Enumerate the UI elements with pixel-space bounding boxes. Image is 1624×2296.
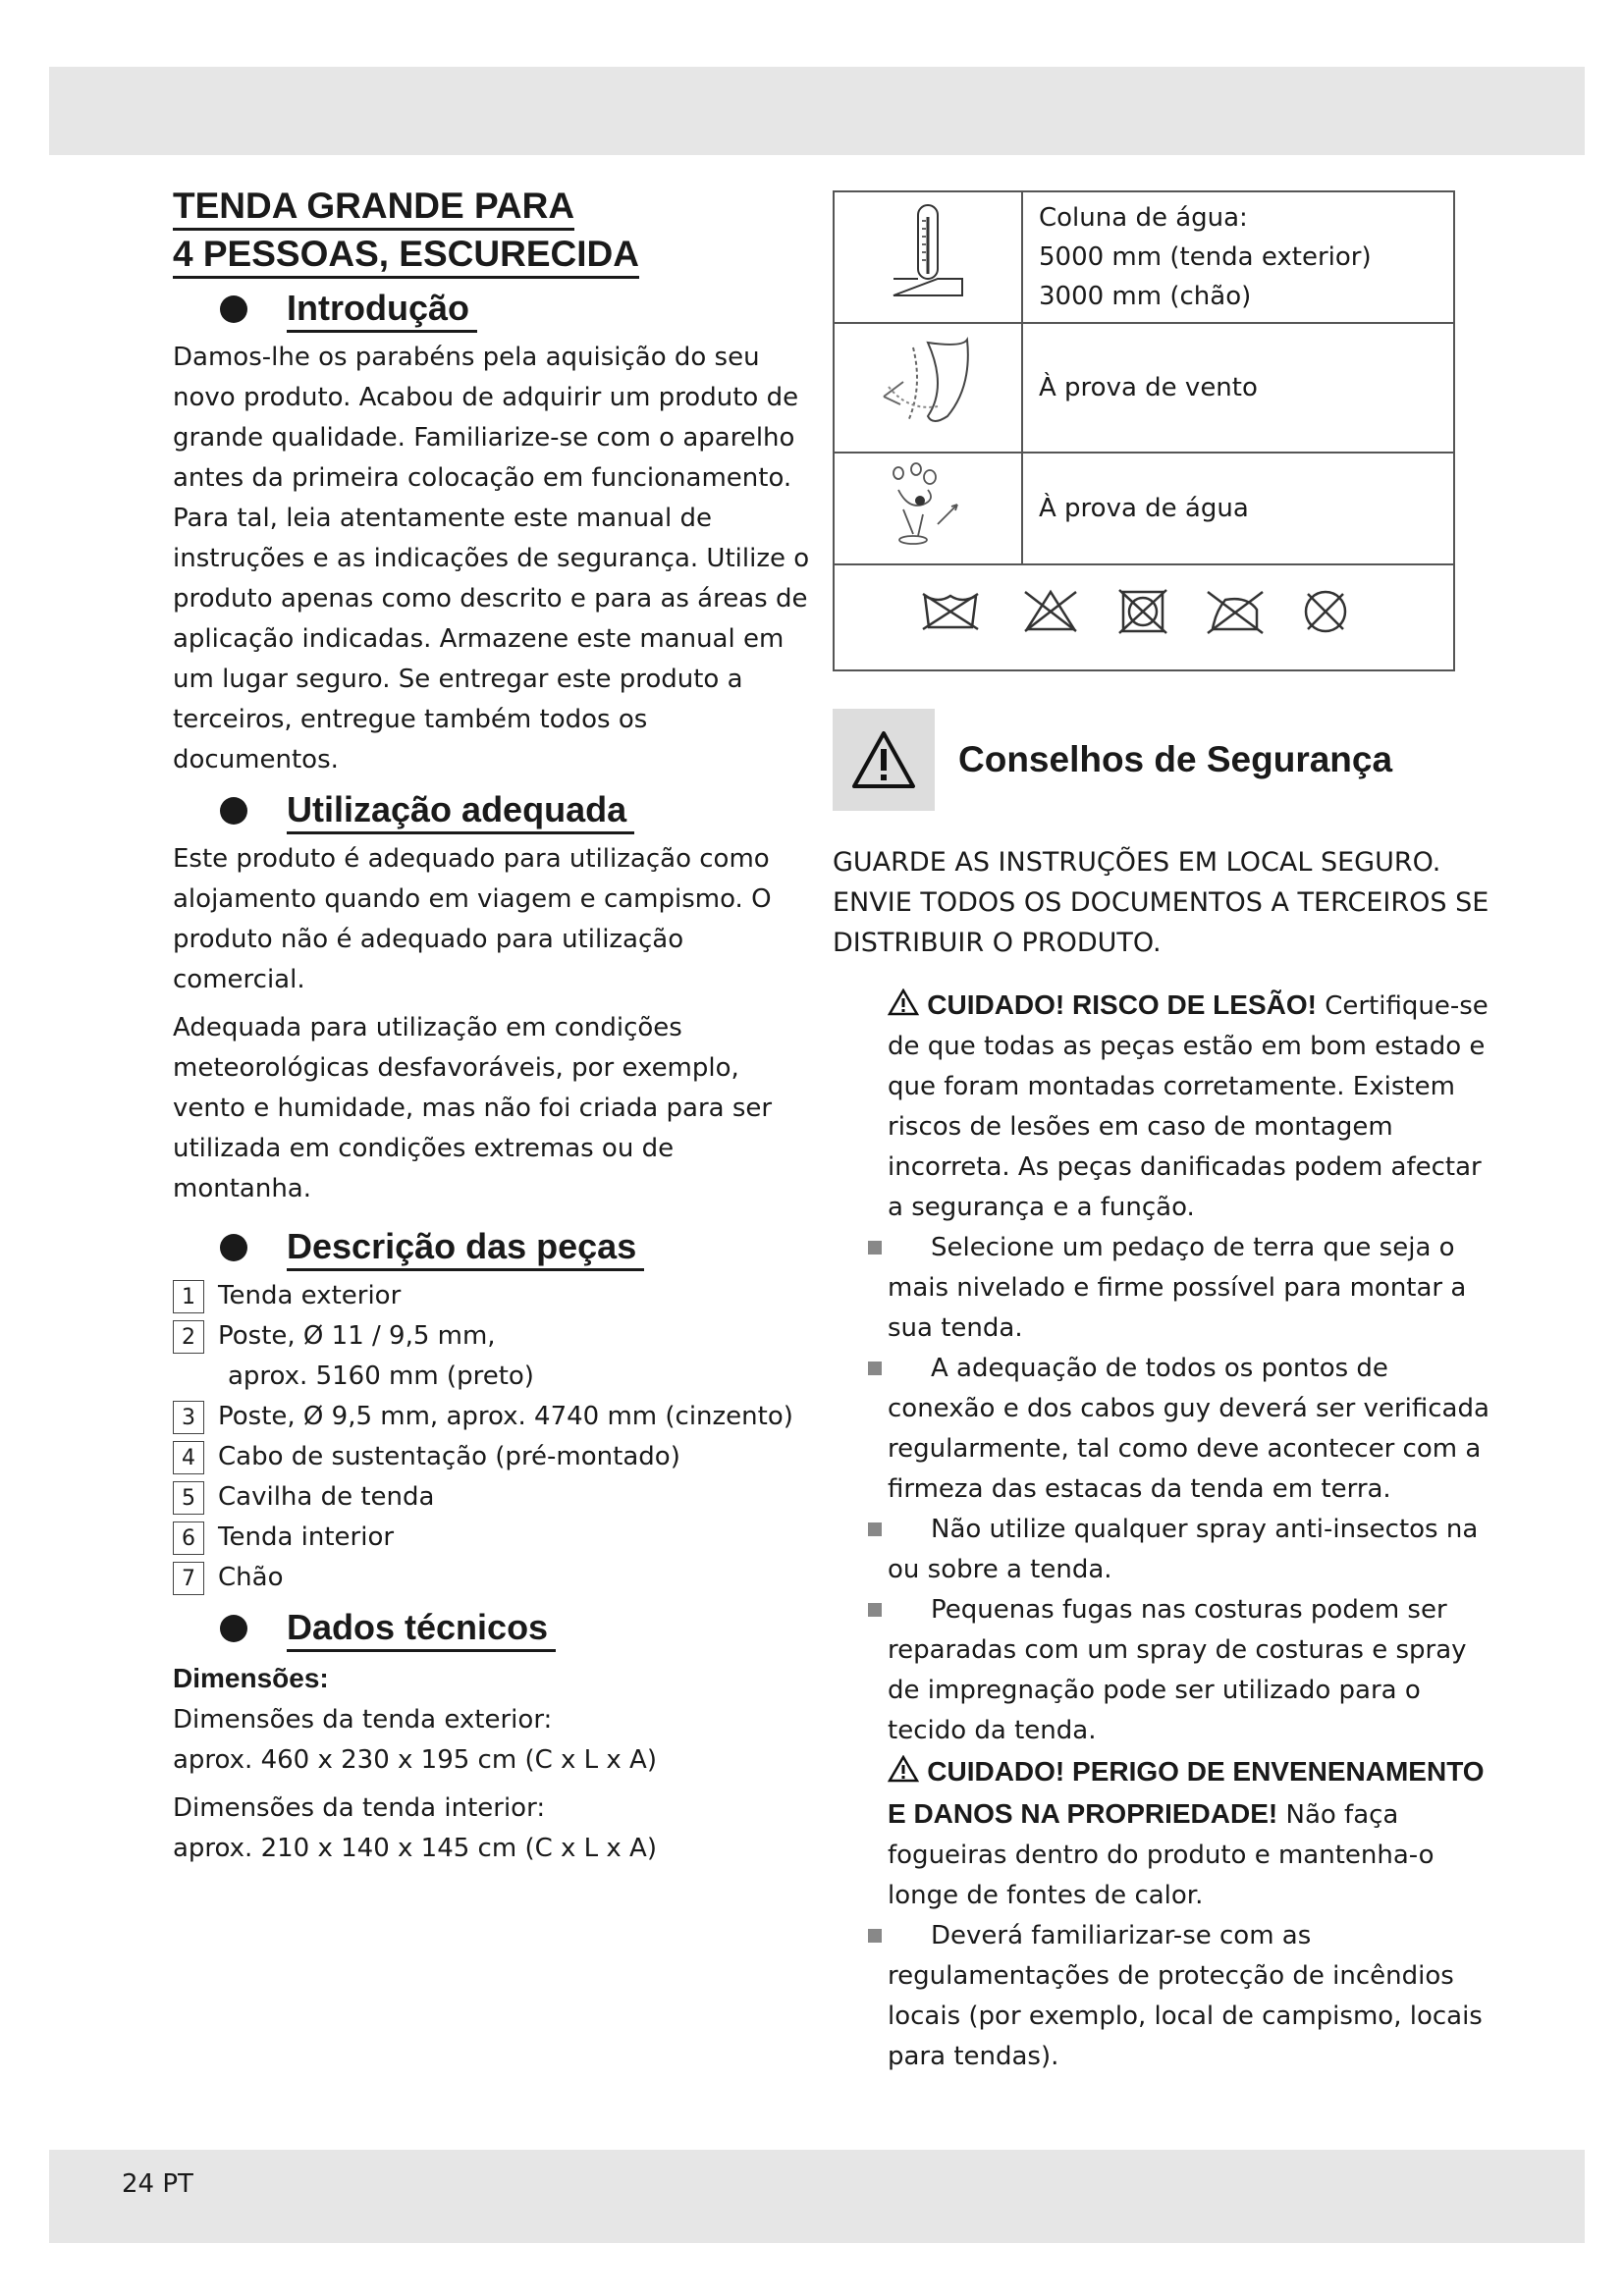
spec-table	[833, 190, 1455, 671]
list-item: 1 Tenda exterior	[173, 1276, 811, 1316]
intro-text: Damos-lhe os parabéns pela aquisição do seu novo produto. Acabou de adquirir um produto de grande qualidade. Familiarize-se com o aparelho antes da primeira colocação em funcionamento. Para tal, leia atentamente este manual de instruções e as indicações de segurança. Utilize o produto apenas como descrito e para as áreas de aplicação indicadas. Armazene este manual em um lugar seguro. Se entregar este produto a terceiros, entregue também todos os documentos.	[173, 343, 810, 774]
safety-caps-text: GUARDE AS INSTRUÇÕES EM LOCAL SEGURO. ENVIE TODOS OS DOCUMENTOS A TERCEIROS SE DISTRIBUIR O PRODUTO.	[833, 847, 1489, 958]
inner-dim-label: Dimensões da tenda interior:	[173, 1793, 546, 1823]
bullet-icon	[220, 1234, 247, 1261]
list-item: 4 Cabo de sustentação (pré-montado)	[173, 1437, 811, 1477]
list-item: Selecione um pedaço de terra que seja o mais nivelado e firme possível para montar a sua tenda.	[888, 1228, 1496, 1349]
page-number: 24 PT	[122, 2169, 193, 2199]
water-column-cell: Coluna de água: 5000 mm (tenda exterior) 3000 mm (chão)	[1022, 191, 1454, 323]
warning-injury: CUIDADO! RISCO DE LESÃO! Certifique-se de que todas as peças estão em bom estado e que foram montadas corretamente. Existem riscos de lesões em caso de montagem incorreta. As peças danificadas podem afectar a segurança e a função.	[888, 989, 1489, 1222]
right-column	[833, 190, 1500, 2077]
warning-poisoning: CUIDADO! PERIGO DE ENVENENAMENTO E DANOS NA PROPRIEDADE! Não faça fogueiras dentro do produto e mantenha-o longe de fontes de calor.	[888, 1756, 1485, 1910]
square-bullet-icon	[868, 1362, 882, 1375]
parts-list	[173, 1276, 811, 1598]
thermometer-icon	[834, 191, 1022, 323]
list-item: Pequenas fugas nas costuras podem ser reparadas com um spray de costuras e spray de impregnação pode ser utilizado para o tecido da tenda.	[888, 1590, 1496, 1751]
care-symbols-icon	[913, 582, 1375, 641]
parts-heading: Descrição das peças	[220, 1219, 811, 1276]
footer-band	[49, 2150, 1585, 2243]
warning-icon	[888, 988, 919, 1016]
water-drops-icon	[834, 453, 1022, 564]
windproof-cell: À prova de vento	[1022, 323, 1454, 453]
safety-heading: Conselhos de Segurança	[833, 709, 1500, 811]
table-row	[834, 323, 1454, 453]
square-bullet-icon	[868, 1522, 882, 1536]
usage-heading: Utilização adequada	[220, 782, 811, 839]
intro-heading: Introdução	[220, 281, 811, 338]
safety-list	[888, 985, 1496, 2077]
list-item: Deverá familiarizar-se com as regulamentações de protecção de incêndios locais (por exemplo, local de campismo, locais para tendas).	[888, 1916, 1496, 2077]
list-item: 7 Chão	[173, 1558, 811, 1598]
page-title: TENDA GRANDE PARA 4 PESSOAS, ESCURECIDA	[173, 183, 811, 279]
list-item: A adequação de todos os pontos de conexão e dos cabos guy deverá ser verificada regularmente, tal como deve acontecer com a firmeza das estacas da tenda em terra.	[888, 1349, 1496, 1510]
outer-dim-value: aprox. 460 x 230 x 195 cm (C x L x A)	[173, 1745, 657, 1775]
list-item: Não utilize qualquer spray anti-insectos na ou sobre a tenda.	[888, 1510, 1496, 1590]
outer-dim-label: Dimensões da tenda exterior:	[173, 1705, 553, 1735]
tech-heading: Dados técnicos	[220, 1600, 811, 1657]
care-symbols-cell	[834, 564, 1454, 670]
dimensions-label: Dimensões:	[173, 1663, 329, 1693]
list-item: 6 Tenda interior	[173, 1518, 811, 1558]
bullet-icon	[220, 1615, 247, 1642]
wind-icon	[834, 323, 1022, 453]
bullet-icon	[220, 797, 247, 825]
waterproof-cell: À prova de água	[1022, 453, 1454, 564]
square-bullet-icon	[868, 1241, 882, 1255]
warning-icon	[888, 1755, 919, 1783]
square-bullet-icon	[868, 1929, 882, 1943]
table-row	[834, 564, 1454, 670]
table-row	[834, 453, 1454, 564]
table-row	[834, 191, 1454, 323]
list-item: 2 Poste, Ø 11 / 9,5 mm,	[173, 1316, 811, 1357]
left-column	[173, 183, 811, 1869]
bullet-icon	[220, 295, 247, 323]
warning-triangle-icon	[833, 709, 935, 811]
list-item-continuation: aprox. 5160 mm (preto)	[228, 1362, 534, 1391]
list-item: 3 Poste, Ø 9,5 mm, aprox. 4740 mm (cinzento)	[173, 1397, 811, 1437]
square-bullet-icon	[868, 1603, 882, 1617]
inner-dim-value: aprox. 210 x 140 x 145 cm (C x L x A)	[173, 1834, 657, 1863]
list-item: 5 Cavilha de tenda	[173, 1477, 811, 1518]
header-band	[49, 67, 1585, 155]
usage-text-2: Adequada para utilização em condições meteorológicas desfavoráveis, por exemplo, vento e humidade, mas não foi criada para ser utilizada em condições extremas ou de montanha.	[173, 1013, 773, 1203]
usage-text-1: Este produto é adequado para utilização como alojamento quando em viagem e campismo. O produto não é adequado para utilização comercial.	[173, 844, 772, 994]
